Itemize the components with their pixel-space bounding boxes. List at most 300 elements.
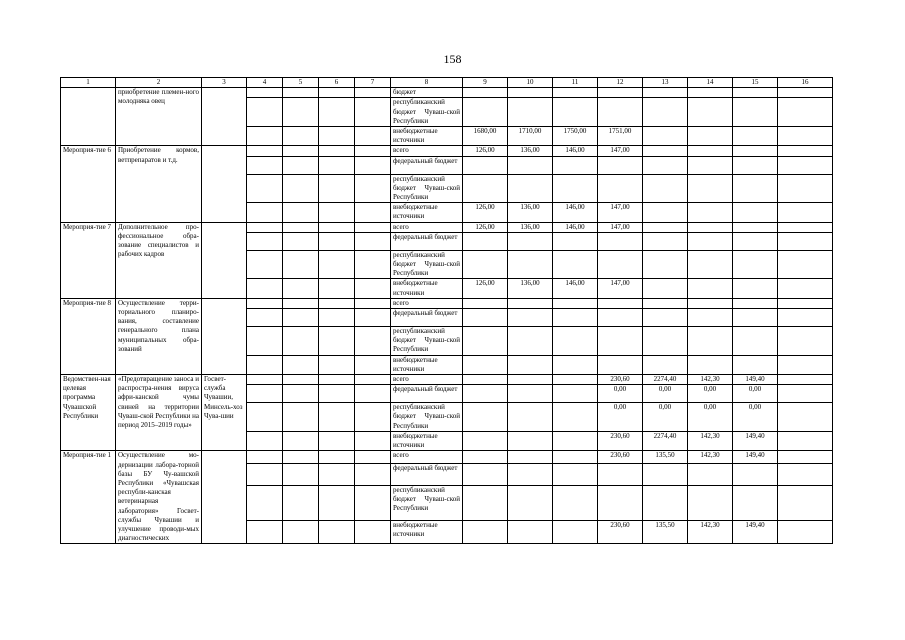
value-cell-11 — [553, 451, 598, 463]
value-cell-11 — [553, 520, 598, 544]
value-cell-14 — [688, 127, 733, 146]
empty-cell-col4 — [247, 431, 283, 450]
value-cell-9 — [463, 309, 508, 327]
column-header-7: 7 — [355, 78, 391, 88]
value-cell-15 — [733, 232, 778, 250]
empty-cell-col5 — [283, 375, 319, 385]
empty-cell-col6 — [319, 279, 355, 298]
funding-source-cell: республиканский бюджет Чуваш-ской Республики — [391, 327, 463, 356]
empty-cell-col16 — [778, 146, 833, 156]
column-header-4: 4 — [247, 78, 283, 88]
value-cell-10 — [508, 327, 553, 356]
value-cell-15 — [733, 174, 778, 203]
empty-cell-col5 — [283, 279, 319, 298]
empty-cell-col6 — [319, 232, 355, 250]
value-cell-9 — [463, 98, 508, 127]
funding-source-cell: республиканский бюджет Чуваш-ской Республики — [391, 403, 463, 432]
empty-cell-col4 — [247, 174, 283, 203]
empty-cell-col7 — [355, 355, 391, 374]
funding-source-cell: федеральный бюджет — [391, 385, 463, 403]
value-cell-11 — [553, 309, 598, 327]
empty-cell-col6 — [319, 203, 355, 222]
value-cell-12 — [598, 463, 643, 485]
empty-cell-col4 — [247, 279, 283, 298]
empty-cell-col4 — [247, 298, 283, 308]
empty-cell-col7 — [355, 485, 391, 520]
empty-cell-col7 — [355, 250, 391, 279]
value-cell-9: 126,00 — [463, 203, 508, 222]
empty-cell-col4 — [247, 355, 283, 374]
value-cell-10 — [508, 298, 553, 308]
value-cell-15: 149,40 — [733, 520, 778, 544]
funding-source-cell: всего — [391, 298, 463, 308]
value-cell-14 — [688, 250, 733, 279]
empty-cell-col5 — [283, 403, 319, 432]
executor-cell: Госвет-служба Чувашии, Минсель-хоз Чува-шии — [202, 375, 247, 451]
empty-cell-col4 — [247, 485, 283, 520]
value-cell-11 — [553, 403, 598, 432]
value-cell-14 — [688, 203, 733, 222]
empty-cell-col7 — [355, 127, 391, 146]
value-cell-15 — [733, 279, 778, 298]
empty-cell-col16 — [778, 250, 833, 279]
empty-cell-col6 — [319, 309, 355, 327]
value-cell-12: 147,00 — [598, 146, 643, 156]
column-header-12: 12 — [598, 78, 643, 88]
value-cell-15 — [733, 156, 778, 174]
empty-cell-col16 — [778, 222, 833, 232]
empty-cell-col5 — [283, 355, 319, 374]
empty-cell-col7 — [355, 222, 391, 232]
value-cell-13 — [643, 98, 688, 127]
value-cell-14 — [688, 146, 733, 156]
funding-source-cell: внебюджетные источники — [391, 279, 463, 298]
empty-cell-col6 — [319, 127, 355, 146]
empty-cell-col7 — [355, 431, 391, 450]
empty-cell-col16 — [778, 451, 833, 463]
value-cell-15 — [733, 298, 778, 308]
empty-cell-col5 — [283, 146, 319, 156]
value-cell-9 — [463, 298, 508, 308]
empty-cell-col7 — [355, 232, 391, 250]
empty-cell-col7 — [355, 451, 391, 463]
value-cell-14 — [688, 88, 733, 98]
empty-cell-col7 — [355, 403, 391, 432]
empty-cell-col4 — [247, 127, 283, 146]
empty-cell-col7 — [355, 146, 391, 156]
empty-cell-col6 — [319, 520, 355, 544]
value-cell-13 — [643, 298, 688, 308]
value-cell-13: 0,00 — [643, 385, 688, 403]
value-cell-10 — [508, 431, 553, 450]
funding-source-cell: внебюджетные источники — [391, 127, 463, 146]
funding-source-cell: внебюджетные источники — [391, 520, 463, 544]
activity-name-cell: Приобретение кормов, ветпрепаратов и т.д. — [116, 146, 202, 222]
value-cell-14 — [688, 463, 733, 485]
empty-cell-col6 — [319, 463, 355, 485]
value-cell-9: 126,00 — [463, 222, 508, 232]
value-cell-9 — [463, 463, 508, 485]
empty-cell-col6 — [319, 403, 355, 432]
table-body — [61, 78, 833, 544]
value-cell-10: 136,00 — [508, 279, 553, 298]
value-cell-15: 149,40 — [733, 431, 778, 450]
value-cell-13: 2274,40 — [643, 431, 688, 450]
value-cell-11 — [553, 232, 598, 250]
value-cell-10: 1710,00 — [508, 127, 553, 146]
value-cell-10 — [508, 309, 553, 327]
empty-cell-col16 — [778, 309, 833, 327]
value-cell-12 — [598, 309, 643, 327]
empty-cell-col6 — [319, 174, 355, 203]
value-cell-12 — [598, 355, 643, 374]
value-cell-15 — [733, 222, 778, 232]
table-row — [61, 146, 833, 156]
value-cell-13 — [643, 88, 688, 98]
empty-cell-col16 — [778, 463, 833, 485]
activity-code-cell — [61, 88, 116, 146]
column-header-16: 16 — [778, 78, 833, 88]
empty-cell-col16 — [778, 203, 833, 222]
empty-cell-col5 — [283, 127, 319, 146]
value-cell-13: 0,00 — [643, 403, 688, 432]
value-cell-11: 1750,00 — [553, 127, 598, 146]
value-cell-12 — [598, 327, 643, 356]
table-row — [61, 222, 833, 232]
value-cell-15 — [733, 98, 778, 127]
value-cell-9: 126,00 — [463, 279, 508, 298]
value-cell-10 — [508, 520, 553, 544]
value-cell-9: 1680,00 — [463, 127, 508, 146]
value-cell-9 — [463, 355, 508, 374]
value-cell-9 — [463, 451, 508, 463]
activity-name-cell: Осуществление мо-дернизации лабора-торной базы БУ Чу-вашской Республики «Чувашская республи-канская ветеринарная лаборатория» Госвет-службы Чувашии и улучшение проводи-мых диагностических — [116, 451, 202, 544]
value-cell-15 — [733, 203, 778, 222]
empty-cell-col4 — [247, 250, 283, 279]
activity-code-cell: Мероприя-тие 8 — [61, 298, 116, 374]
column-header-5: 5 — [283, 78, 319, 88]
executor-cell — [202, 146, 247, 222]
value-cell-10 — [508, 463, 553, 485]
value-cell-12 — [598, 250, 643, 279]
funding-source-cell: федеральный бюджет — [391, 309, 463, 327]
empty-cell-col16 — [778, 520, 833, 544]
value-cell-10 — [508, 451, 553, 463]
value-cell-9 — [463, 385, 508, 403]
funding-source-cell: республиканский бюджет Чуваш-ской Республики — [391, 250, 463, 279]
value-cell-10 — [508, 232, 553, 250]
empty-cell-col4 — [247, 98, 283, 127]
value-cell-13 — [643, 279, 688, 298]
value-cell-9 — [463, 375, 508, 385]
empty-cell-col6 — [319, 451, 355, 463]
value-cell-13: 135,50 — [643, 520, 688, 544]
value-cell-12: 147,00 — [598, 203, 643, 222]
executor-cell — [202, 88, 247, 146]
empty-cell-col16 — [778, 279, 833, 298]
empty-cell-col6 — [319, 431, 355, 450]
value-cell-11 — [553, 156, 598, 174]
value-cell-12 — [598, 98, 643, 127]
empty-cell-col7 — [355, 385, 391, 403]
empty-cell-col16 — [778, 98, 833, 127]
value-cell-11 — [553, 485, 598, 520]
empty-cell-col4 — [247, 385, 283, 403]
column-header-14: 14 — [688, 78, 733, 88]
value-cell-13 — [643, 250, 688, 279]
value-cell-10 — [508, 156, 553, 174]
empty-cell-col5 — [283, 174, 319, 203]
value-cell-13 — [643, 203, 688, 222]
value-cell-13: 2274,40 — [643, 375, 688, 385]
value-cell-13 — [643, 485, 688, 520]
value-cell-12: 230,60 — [598, 431, 643, 450]
activity-code-cell: Мероприя-тие 1 — [61, 451, 116, 544]
value-cell-13 — [643, 156, 688, 174]
empty-cell-col6 — [319, 298, 355, 308]
empty-cell-col5 — [283, 98, 319, 127]
empty-cell-col7 — [355, 279, 391, 298]
empty-cell-col5 — [283, 385, 319, 403]
empty-cell-col5 — [283, 222, 319, 232]
value-cell-10 — [508, 355, 553, 374]
funding-source-cell: всего — [391, 146, 463, 156]
table-row — [61, 375, 833, 385]
value-cell-11: 146,00 — [553, 203, 598, 222]
funding-source-cell: федеральный бюджет — [391, 232, 463, 250]
activity-code-cell: Мероприя-тие 7 — [61, 222, 116, 298]
empty-cell-col7 — [355, 309, 391, 327]
column-header-11: 11 — [553, 78, 598, 88]
column-header-8: 8 — [391, 78, 463, 88]
funding-source-cell: республиканский бюджет Чуваш-ской Республики — [391, 98, 463, 127]
value-cell-13 — [643, 327, 688, 356]
empty-cell-col7 — [355, 375, 391, 385]
executor-cell — [202, 222, 247, 298]
empty-cell-col4 — [247, 520, 283, 544]
value-cell-12 — [598, 232, 643, 250]
value-cell-12 — [598, 174, 643, 203]
value-cell-14: 0,00 — [688, 385, 733, 403]
value-cell-11: 146,00 — [553, 146, 598, 156]
empty-cell-col4 — [247, 375, 283, 385]
empty-cell-col6 — [319, 98, 355, 127]
value-cell-11 — [553, 431, 598, 450]
column-header-9: 9 — [463, 78, 508, 88]
value-cell-9 — [463, 520, 508, 544]
value-cell-11 — [553, 298, 598, 308]
value-cell-12: 230,60 — [598, 520, 643, 544]
funding-source-cell: всего — [391, 375, 463, 385]
empty-cell-col6 — [319, 375, 355, 385]
value-cell-14: 142,30 — [688, 520, 733, 544]
value-cell-15 — [733, 250, 778, 279]
value-cell-14 — [688, 222, 733, 232]
column-header-2: 2 — [116, 78, 202, 88]
value-cell-13 — [643, 222, 688, 232]
value-cell-10: 136,00 — [508, 203, 553, 222]
value-cell-15 — [733, 309, 778, 327]
empty-cell-col4 — [247, 203, 283, 222]
value-cell-9 — [463, 250, 508, 279]
value-cell-12 — [598, 88, 643, 98]
value-cell-11 — [553, 327, 598, 356]
activity-name-cell: Осуществление терри-ториального планиро-вания, составление генерального плана муниципальных обра-зований — [116, 298, 202, 374]
value-cell-12 — [598, 298, 643, 308]
empty-cell-col16 — [778, 375, 833, 385]
value-cell-11: 146,00 — [553, 279, 598, 298]
empty-cell-col4 — [247, 327, 283, 356]
empty-cell-col16 — [778, 431, 833, 450]
value-cell-11 — [553, 385, 598, 403]
funding-source-cell: внебюджетные источники — [391, 431, 463, 450]
value-cell-14 — [688, 309, 733, 327]
empty-cell-col16 — [778, 174, 833, 203]
value-cell-12: 230,60 — [598, 375, 643, 385]
funding-source-cell: федеральный бюджет — [391, 463, 463, 485]
empty-cell-col4 — [247, 232, 283, 250]
value-cell-15 — [733, 355, 778, 374]
empty-cell-col16 — [778, 88, 833, 98]
value-cell-15 — [733, 327, 778, 356]
value-cell-13 — [643, 127, 688, 146]
empty-cell-col4 — [247, 146, 283, 156]
column-header-15: 15 — [733, 78, 778, 88]
value-cell-9 — [463, 174, 508, 203]
value-cell-10 — [508, 375, 553, 385]
empty-cell-col4 — [247, 451, 283, 463]
column-header-3: 3 — [202, 78, 247, 88]
value-cell-12: 0,00 — [598, 385, 643, 403]
empty-cell-col7 — [355, 463, 391, 485]
value-cell-10 — [508, 250, 553, 279]
value-cell-10 — [508, 485, 553, 520]
empty-cell-col5 — [283, 203, 319, 222]
value-cell-11: 146,00 — [553, 222, 598, 232]
empty-cell-col6 — [319, 327, 355, 356]
value-cell-9 — [463, 232, 508, 250]
activity-name-cell: «Предотвращение заноса и распростра-нения вируса афри-канской чумы свиней на территории Чуваш-ской Республики на период 2015–2019 годы» — [116, 375, 202, 451]
value-cell-14 — [688, 156, 733, 174]
empty-cell-col7 — [355, 156, 391, 174]
activity-code-cell: Ведомствен-ная целевая программа Чувашской Республики — [61, 375, 116, 451]
value-cell-14 — [688, 485, 733, 520]
value-cell-14 — [688, 174, 733, 203]
executor-cell — [202, 298, 247, 374]
value-cell-14 — [688, 98, 733, 127]
empty-cell-col6 — [319, 385, 355, 403]
value-cell-12 — [598, 156, 643, 174]
empty-cell-col5 — [283, 451, 319, 463]
empty-cell-col7 — [355, 203, 391, 222]
empty-cell-col6 — [319, 222, 355, 232]
table-row — [61, 88, 833, 98]
empty-cell-col5 — [283, 88, 319, 98]
empty-cell-col6 — [319, 88, 355, 98]
value-cell-13 — [643, 174, 688, 203]
value-cell-13 — [643, 463, 688, 485]
empty-cell-col16 — [778, 156, 833, 174]
value-cell-11 — [553, 355, 598, 374]
empty-cell-col6 — [319, 355, 355, 374]
value-cell-9 — [463, 88, 508, 98]
value-cell-11 — [553, 375, 598, 385]
empty-cell-col16 — [778, 485, 833, 520]
funding-source-cell: бюджет — [391, 88, 463, 98]
value-cell-11 — [553, 88, 598, 98]
value-cell-14 — [688, 298, 733, 308]
value-cell-13 — [643, 309, 688, 327]
column-header-10: 10 — [508, 78, 553, 88]
value-cell-15: 0,00 — [733, 385, 778, 403]
empty-cell-col6 — [319, 485, 355, 520]
value-cell-9 — [463, 403, 508, 432]
value-cell-12: 147,00 — [598, 279, 643, 298]
value-cell-10: 136,00 — [508, 222, 553, 232]
empty-cell-col4 — [247, 403, 283, 432]
column-header-1: 1 — [61, 78, 116, 88]
empty-cell-col16 — [778, 355, 833, 374]
empty-cell-col5 — [283, 156, 319, 174]
value-cell-13 — [643, 355, 688, 374]
value-cell-14 — [688, 327, 733, 356]
value-cell-14: 0,00 — [688, 403, 733, 432]
funding-source-cell: всего — [391, 222, 463, 232]
value-cell-12 — [598, 485, 643, 520]
activity-code-cell: Мероприя-тие 6 — [61, 146, 116, 222]
empty-cell-col4 — [247, 222, 283, 232]
value-cell-14: 142,30 — [688, 451, 733, 463]
empty-cell-col7 — [355, 520, 391, 544]
value-cell-11 — [553, 463, 598, 485]
empty-cell-col16 — [778, 403, 833, 432]
value-cell-14 — [688, 279, 733, 298]
empty-cell-col5 — [283, 520, 319, 544]
executor-cell — [202, 451, 247, 544]
activity-name-cell: приобретение племен-ного молодняка овец — [116, 88, 202, 146]
page-number: 158 — [443, 52, 462, 66]
header-row — [61, 78, 833, 88]
value-cell-11 — [553, 250, 598, 279]
column-header-13: 13 — [643, 78, 688, 88]
value-cell-10 — [508, 98, 553, 127]
empty-cell-col6 — [319, 146, 355, 156]
value-cell-15: 149,40 — [733, 451, 778, 463]
empty-cell-col4 — [247, 463, 283, 485]
value-cell-9 — [463, 156, 508, 174]
empty-cell-col5 — [283, 250, 319, 279]
value-cell-9 — [463, 485, 508, 520]
empty-cell-col6 — [319, 156, 355, 174]
budget-table — [60, 77, 833, 544]
value-cell-14 — [688, 232, 733, 250]
value-cell-14: 142,30 — [688, 375, 733, 385]
funding-source-cell: федеральный бюджет — [391, 156, 463, 174]
value-cell-9 — [463, 431, 508, 450]
value-cell-13: 135,50 — [643, 451, 688, 463]
value-cell-13 — [643, 146, 688, 156]
funding-source-cell: внебюджетные источники — [391, 355, 463, 374]
table-row — [61, 298, 833, 308]
value-cell-15 — [733, 485, 778, 520]
empty-cell-col4 — [247, 156, 283, 174]
empty-cell-col6 — [319, 250, 355, 279]
empty-cell-col5 — [283, 327, 319, 356]
empty-cell-col16 — [778, 327, 833, 356]
value-cell-15 — [733, 146, 778, 156]
empty-cell-col7 — [355, 327, 391, 356]
empty-cell-col4 — [247, 88, 283, 98]
